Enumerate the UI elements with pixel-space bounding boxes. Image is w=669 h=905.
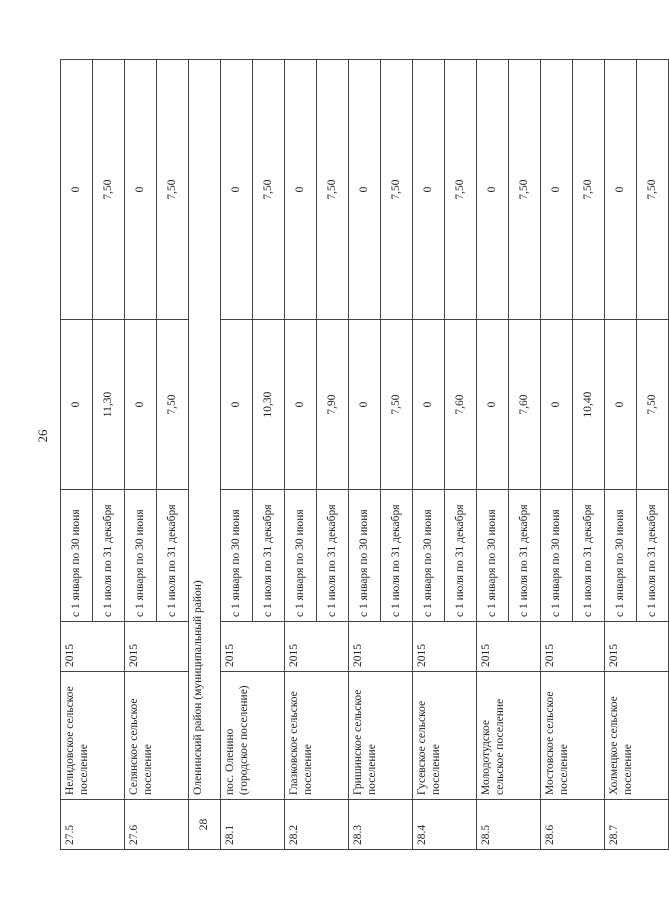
row-number: 28.3 bbox=[349, 800, 413, 850]
row-number: 28.7 bbox=[605, 800, 669, 850]
period-cell: с 1 июля по 31 декабря bbox=[445, 490, 477, 622]
period-cell: с 1 января по 30 июня bbox=[413, 490, 445, 622]
value-cell: 0 bbox=[125, 320, 157, 490]
value-cell: 0 bbox=[605, 320, 637, 490]
settlement-name: пос. Оленино (городское поселение) bbox=[221, 672, 285, 800]
value-cell: 7,50 bbox=[637, 60, 669, 320]
year-cell: 2015 bbox=[477, 622, 541, 672]
period-cell: с 1 января по 30 июня bbox=[61, 490, 93, 622]
row-number: 28 bbox=[189, 800, 221, 850]
value-cell: 0 bbox=[477, 320, 509, 490]
value-cell: 0 bbox=[125, 60, 157, 320]
period-cell: с 1 января по 30 июня bbox=[477, 490, 509, 622]
value-cell: 7,50 bbox=[637, 320, 669, 490]
settlement-name: Холмецкое сельское поселение bbox=[605, 672, 669, 800]
year-cell: 2015 bbox=[221, 622, 285, 672]
settlement-name: Нелидовское сельское поселение bbox=[61, 672, 125, 800]
settlement-name: Гусевское сельское поселение bbox=[413, 672, 477, 800]
table-row bbox=[61, 60, 93, 850]
year-cell: 2015 bbox=[605, 622, 669, 672]
value-cell: 7,50 bbox=[253, 60, 285, 320]
year-cell: 2015 bbox=[349, 622, 413, 672]
year-cell: 2015 bbox=[285, 622, 349, 672]
value-cell: 7,90 bbox=[317, 320, 349, 490]
period-cell: с 1 января по 30 июня bbox=[541, 490, 573, 622]
period-cell: с 1 июля по 31 декабря bbox=[93, 490, 125, 622]
settlement-name: Мостовское сельское поселение bbox=[541, 672, 605, 800]
value-cell: 0 bbox=[61, 320, 93, 490]
value-cell: 0 bbox=[221, 60, 253, 320]
row-number: 28.5 bbox=[477, 800, 541, 850]
value-cell: 7,60 bbox=[509, 320, 541, 490]
value-cell: 0 bbox=[413, 60, 445, 320]
period-cell: с 1 июля по 31 декабря bbox=[317, 490, 349, 622]
value-cell: 7,50 bbox=[157, 60, 189, 320]
value-cell: 7,60 bbox=[445, 320, 477, 490]
value-cell: 0 bbox=[349, 60, 381, 320]
table-row bbox=[221, 60, 253, 850]
row-number: 28.6 bbox=[541, 800, 605, 850]
rotated-table-wrapper bbox=[60, 60, 658, 850]
value-cell: 0 bbox=[349, 320, 381, 490]
period-cell: с 1 января по 30 июня bbox=[221, 490, 253, 622]
table-body bbox=[61, 60, 669, 850]
value-cell: 7,50 bbox=[573, 60, 605, 320]
section-header-row bbox=[189, 60, 221, 850]
settlement-name: Гришинское сельское поселение bbox=[349, 672, 413, 800]
table-row bbox=[285, 60, 317, 850]
period-cell: с 1 июля по 31 декабря bbox=[381, 490, 413, 622]
period-cell: с 1 января по 30 июня bbox=[605, 490, 637, 622]
value-cell: 0 bbox=[477, 60, 509, 320]
value-cell: 0 bbox=[413, 320, 445, 490]
value-cell: 11,30 bbox=[93, 320, 125, 490]
value-cell: 7,50 bbox=[157, 320, 189, 490]
period-cell: с 1 июля по 31 декабря bbox=[253, 490, 285, 622]
year-cell: 2015 bbox=[413, 622, 477, 672]
table-row bbox=[349, 60, 381, 850]
value-cell: 7,50 bbox=[509, 60, 541, 320]
year-cell: 2015 bbox=[61, 622, 125, 672]
row-number: 27.5 bbox=[61, 800, 125, 850]
table-row bbox=[605, 60, 637, 850]
tariff-table bbox=[60, 59, 669, 850]
value-cell: 7,50 bbox=[317, 60, 349, 320]
period-cell: с 1 июля по 31 декабря bbox=[509, 490, 541, 622]
table-row bbox=[125, 60, 157, 850]
row-number: 27.6 bbox=[125, 800, 189, 850]
value-cell: 7,50 bbox=[93, 60, 125, 320]
row-number: 28.2 bbox=[285, 800, 349, 850]
value-cell: 0 bbox=[221, 320, 253, 490]
value-cell: 0 bbox=[605, 60, 637, 320]
value-cell: 0 bbox=[541, 60, 573, 320]
period-cell: с 1 июля по 31 декабря bbox=[573, 490, 605, 622]
table-row bbox=[541, 60, 573, 850]
value-cell: 0 bbox=[285, 60, 317, 320]
table-row bbox=[477, 60, 509, 850]
value-cell: 7,50 bbox=[445, 60, 477, 320]
value-cell: 10,40 bbox=[573, 320, 605, 490]
period-cell: с 1 июля по 31 декабря bbox=[157, 490, 189, 622]
row-number: 28.1 bbox=[221, 800, 285, 850]
value-cell: 10,30 bbox=[253, 320, 285, 490]
section-title: Оленинский район (муниципальный район) bbox=[189, 60, 221, 800]
value-cell: 0 bbox=[541, 320, 573, 490]
period-cell: с 1 января по 30 июня bbox=[285, 490, 317, 622]
settlement-name: Глазковское сельское поселение bbox=[285, 672, 349, 800]
page-number: 26 bbox=[35, 429, 50, 443]
period-cell: с 1 января по 30 июня bbox=[125, 490, 157, 622]
value-cell: 0 bbox=[61, 60, 93, 320]
value-cell: 7,50 bbox=[381, 320, 413, 490]
value-cell: 0 bbox=[285, 320, 317, 490]
period-cell: с 1 января по 30 июня bbox=[349, 490, 381, 622]
value-cell: 7,50 bbox=[381, 60, 413, 320]
settlement-name: Селянское сельское поселение bbox=[125, 672, 189, 800]
settlement-name: Молодотудское сельское поселение bbox=[477, 672, 541, 800]
row-number: 28.4 bbox=[413, 800, 477, 850]
year-cell: 2015 bbox=[541, 622, 605, 672]
year-cell: 2015 bbox=[125, 622, 189, 672]
period-cell: с 1 июля по 31 декабря bbox=[637, 490, 669, 622]
table-row bbox=[413, 60, 445, 850]
